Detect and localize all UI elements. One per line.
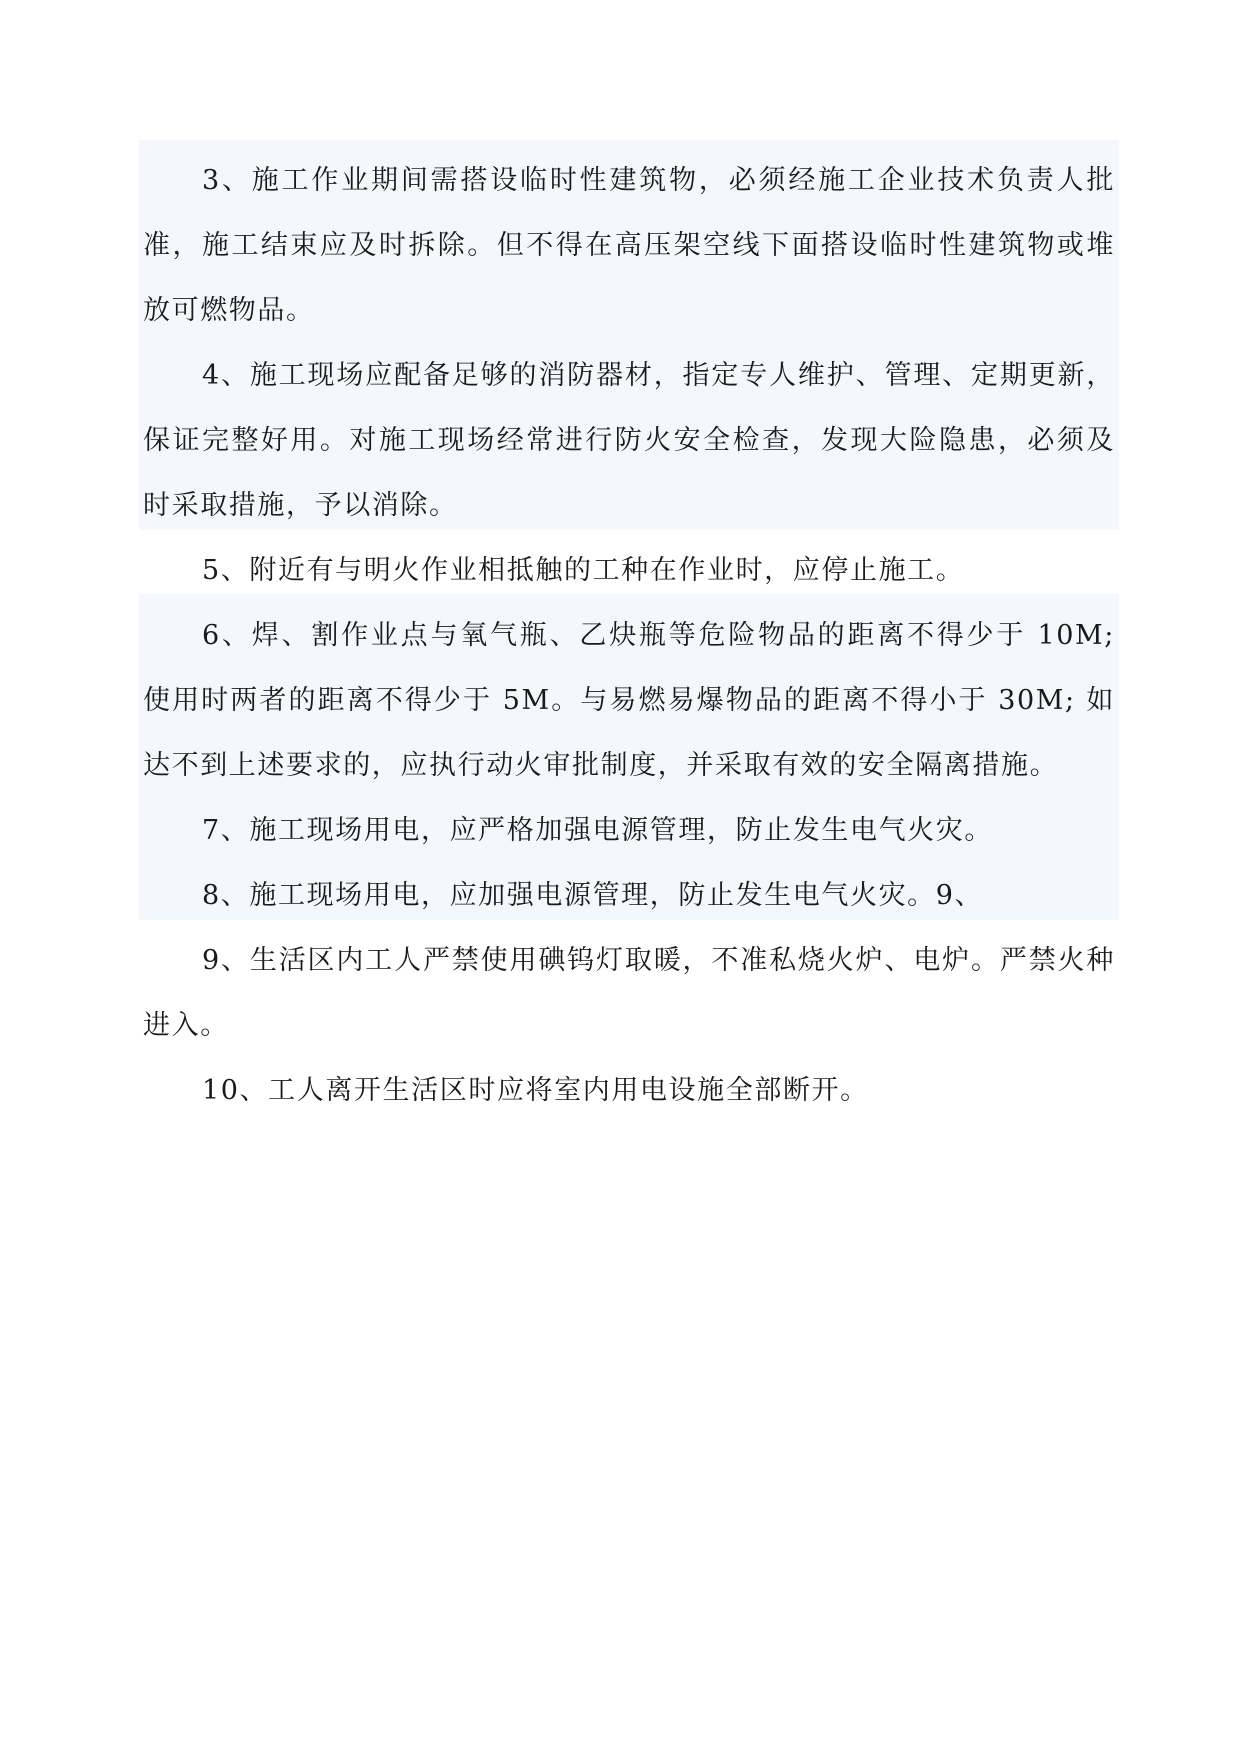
paragraph-3: 3、施工作业期间需搭设临时性建筑物，必须经施工企业技术负责人批准，施工结束应及时拆除。但不得在高压架空线下面搭设临时性建筑物或堆放可燃物品。 <box>143 165 1115 326</box>
paragraph-9: 9、生活区内工人严禁使用碘钨灯取暖，不准私烧火炉、电炉。严禁火种进入。 <box>143 945 1115 1041</box>
paragraph-8: 8、施工现场用电，应加强电源管理，防止发生电气火灾。9、 <box>202 880 984 911</box>
paragraph-6: 6、焊、割作业点与氧气瓶、乙炔瓶等危险物品的距离不得少于 10M; 使用时两者的距离不得少于 5M。与易燃易爆物品的距离不得小于 30M; 如达不到上述要求的，应执行动火审批制度，并采取有效的安全隔离措施。 <box>143 620 1115 781</box>
document-body <box>143 148 1115 1123</box>
paragraph-4: 4、施工现场应配备足够的消防器材，指定专人维护、管理、定期更新，保证完整好用。对施工现场经常进行防火安全检查，发现大险隐患，必须及时采取措施，予以消除。 <box>143 360 1115 521</box>
paragraph-10: 10、工人离开生活区时应将室内用电设施全部断开。 <box>202 1075 869 1106</box>
paragraph-5: 5、附近有与明火作业相抵触的工种在作业时，应停止施工。 <box>202 555 965 586</box>
paragraph-7: 7、施工现场用电，应严格加强电源管理，防止发生电气火灾。 <box>202 815 993 846</box>
